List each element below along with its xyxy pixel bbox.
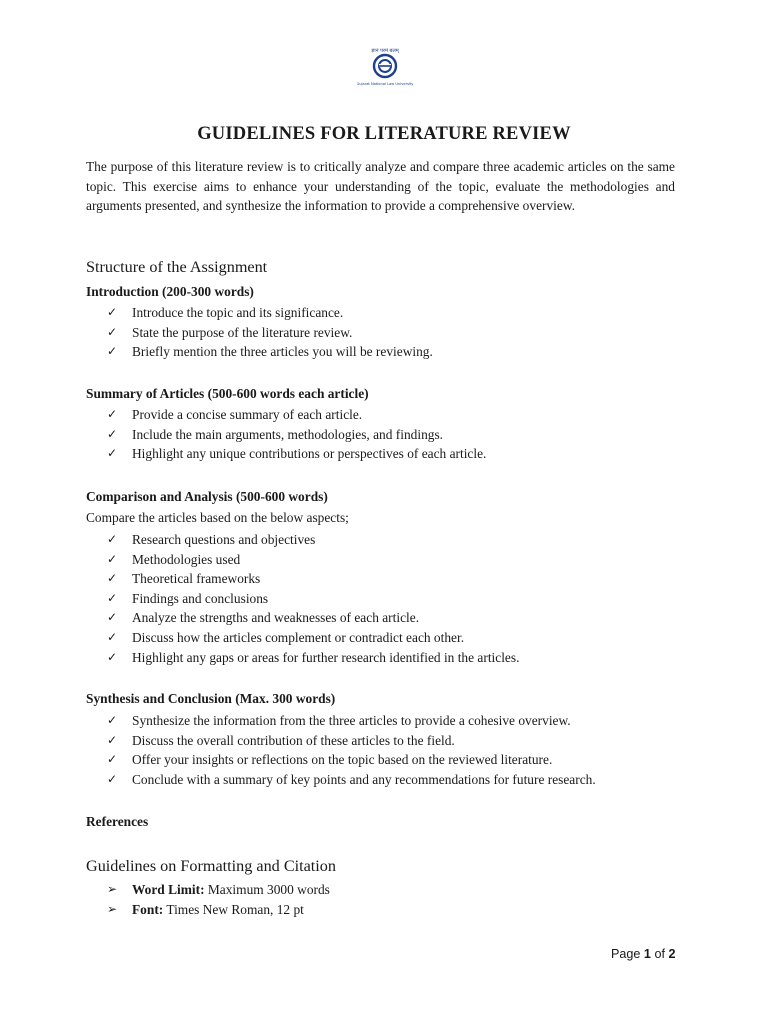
comparison-heading: Comparison and Analysis (500-600 words) bbox=[86, 489, 328, 504]
synthesis-list bbox=[107, 711, 596, 789]
list-item: ✓ Highlight any gaps or areas for further research identified in the articles. bbox=[107, 648, 519, 668]
word-limit-label: Word Limit: bbox=[132, 882, 205, 897]
list-item: ✓ Provide a concise summary of each article. bbox=[107, 405, 486, 425]
list-item: ✓ Conclude with a summary of key points and any recommendations for future research. bbox=[107, 770, 596, 790]
list-item: ✓ Introduce the topic and its significance. bbox=[107, 303, 433, 323]
list-item bbox=[107, 880, 330, 900]
summary-heading: Summary of Articles (500-600 words each article) bbox=[86, 386, 369, 401]
logo-caption: Gujarat National Law University bbox=[357, 82, 413, 86]
list-item: ✓ State the purpose of the literature review. bbox=[107, 323, 433, 343]
synthesis-heading: Synthesis and Conclusion (Max. 300 words) bbox=[86, 691, 336, 706]
summary-list bbox=[107, 405, 486, 464]
page-title: GUIDELINES FOR LITERATURE REVIEW bbox=[197, 124, 571, 144]
list-item: ✓ Include the main arguments, methodologies, and findings. bbox=[107, 425, 486, 445]
font-value: Times New Roman, 12 pt bbox=[166, 901, 304, 917]
check-icon: ✓ bbox=[107, 610, 118, 625]
arrow-bullet-icon: ➢ bbox=[107, 901, 118, 916]
check-icon: ✓ bbox=[107, 732, 118, 747]
check-icon: ✓ bbox=[107, 649, 118, 664]
check-icon: ✓ bbox=[107, 344, 118, 359]
list-item: ✓ Methodologies used bbox=[107, 550, 519, 570]
check-icon: ✓ bbox=[107, 407, 118, 421]
list-item bbox=[107, 900, 330, 920]
check-icon: ✓ bbox=[107, 713, 118, 727]
list-item: ✓ Theoretical frameworks bbox=[107, 569, 519, 589]
arrow-bullet-icon: ➢ bbox=[107, 882, 118, 896]
logo-top-text: ज्ञानं परमं बलम् bbox=[371, 48, 399, 54]
formatting-list bbox=[107, 880, 330, 919]
check-icon: ✓ bbox=[107, 426, 118, 441]
check-icon: ✓ bbox=[107, 305, 118, 319]
check-icon: ✓ bbox=[107, 532, 118, 546]
references-heading: References bbox=[86, 814, 149, 829]
font-label: Font: bbox=[132, 901, 164, 917]
comparison-lead: Compare the articles based on the below aspects; bbox=[86, 510, 349, 525]
list-item: ✓ Discuss how the articles complement or contradict each other. bbox=[107, 628, 519, 648]
list-item: ✓ Discuss the overall contribution of these articles to the field. bbox=[107, 731, 596, 751]
list-item: ✓ Analyze the strengths and weaknesses of each article. bbox=[107, 608, 519, 628]
intro-paragraph: The purpose of this literature review is to critically analyze and compare three academic articles on the same topic. This exercise aims to enhance your understanding of the topic, evaluate the methodologies and arguments presented, and synthesize the information to provide a comprehensive overview. bbox=[86, 159, 675, 214]
list-item: ✓ Briefly mention the three articles you will be reviewing. bbox=[107, 342, 433, 362]
comparison-list bbox=[107, 530, 519, 667]
introduction-list bbox=[107, 303, 433, 362]
check-icon: ✓ bbox=[107, 551, 118, 566]
structure-heading: Structure of the Assignment bbox=[86, 258, 268, 276]
formatting-heading: Guidelines on Formatting and Citation bbox=[86, 857, 336, 875]
check-icon: ✓ bbox=[107, 771, 118, 786]
list-item: ✓ Findings and conclusions bbox=[107, 589, 519, 609]
check-icon: ✓ bbox=[107, 324, 118, 339]
introduction-heading: Introduction (200-300 words) bbox=[86, 284, 254, 299]
check-icon: ✓ bbox=[107, 446, 118, 461]
check-icon: ✓ bbox=[107, 752, 118, 767]
word-limit-value: Maximum 3000 words bbox=[207, 882, 330, 897]
check-icon: ✓ bbox=[107, 629, 118, 644]
list-item: ✓ Highlight any unique contributions or perspectives of each article. bbox=[107, 444, 486, 464]
list-item: ✓ Offer your insights or reflections on the topic based on the reviewed literature. bbox=[107, 750, 596, 770]
list-item: ✓ Research questions and objectives bbox=[107, 530, 519, 550]
check-icon: ✓ bbox=[107, 590, 118, 605]
check-icon: ✓ bbox=[107, 571, 118, 586]
list-item: ✓ Synthesize the information from the three articles to provide a cohesive overview. bbox=[107, 711, 596, 731]
university-logo-icon bbox=[357, 44, 413, 88]
page-number: Page 1 of 2 bbox=[611, 947, 676, 961]
